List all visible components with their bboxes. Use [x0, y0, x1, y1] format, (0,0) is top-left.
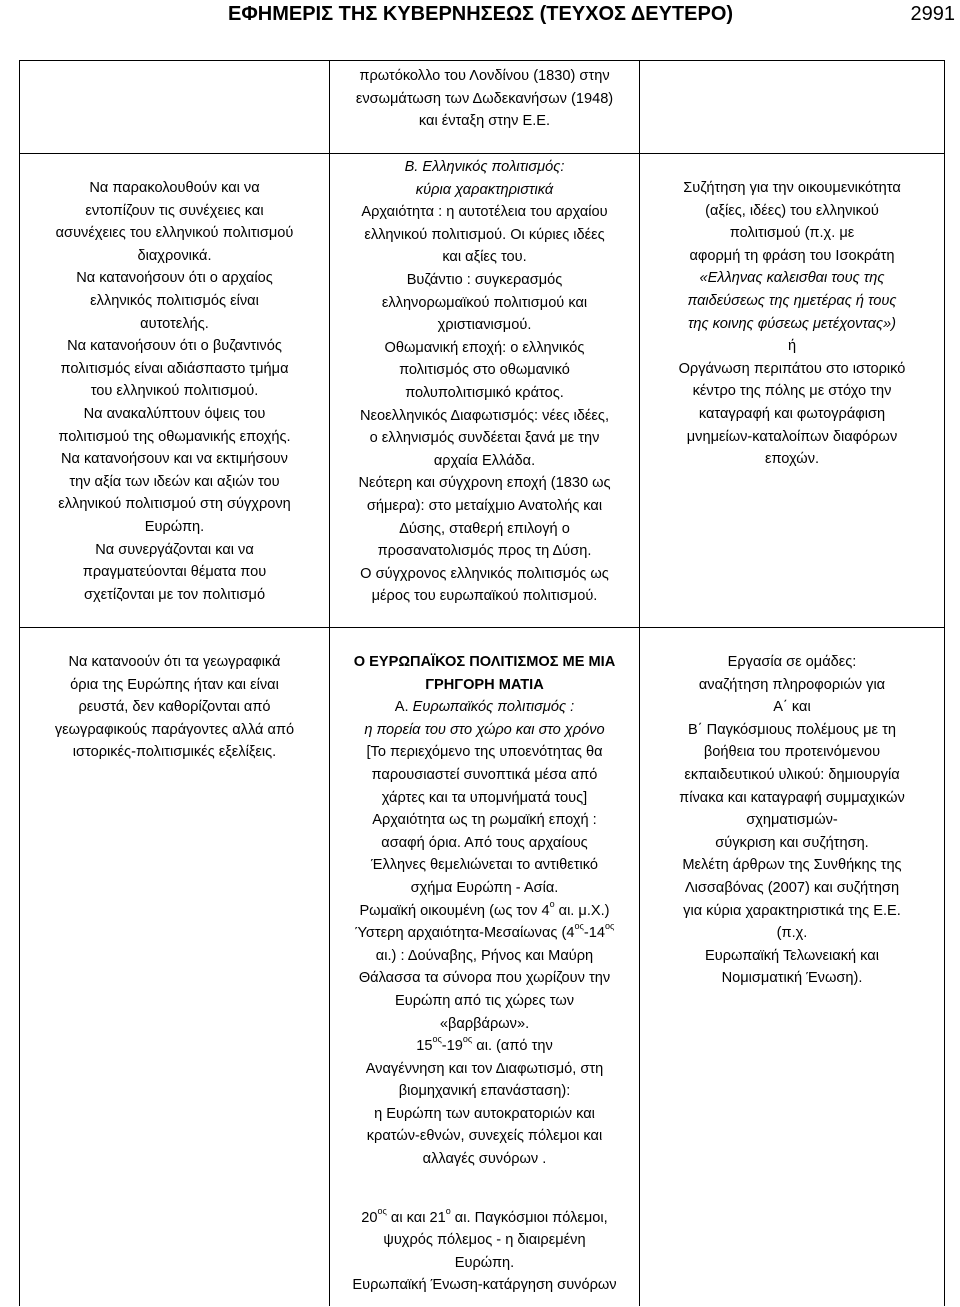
text-line: Οθωμανική εποχή: ο ελληνικός: [384, 339, 585, 356]
text-line: ελληνικού πολιτισμού. Οι κύριες ιδέες: [364, 226, 605, 243]
text-line: [330, 1035, 639, 1058]
text-line: ρευστά, δεν καθορίζονται από: [78, 699, 271, 716]
ordinal-superscript: ος: [574, 921, 584, 932]
text-line: ασαφή όρια. Από τους αρχαίους: [381, 834, 588, 851]
text-line: αυτοτελής.: [140, 315, 209, 332]
text-line: Να κατανοήσουν και να εκτιμήσουν: [61, 451, 288, 468]
text-line: Εργασία σε ομάδες:: [727, 654, 857, 670]
text-line: Αναγέννηση και τον Διαφωτισμό, στη: [365, 1060, 604, 1077]
text-line: μέρος του ευρωπαϊκού πολιτισμού.: [371, 588, 598, 605]
text-line: ψυχρός πόλεμος - η διαιρεμένη: [383, 1232, 586, 1249]
text-line: Να κατανοήσουν ότι ο αρχαίος: [76, 270, 273, 287]
text-line: κέντρο της πόλης με στόχο την: [692, 383, 892, 400]
text-line: αλλαγές συνόρων .: [422, 1151, 547, 1168]
text-line: ελληνικού πολιτισμού στη σύγχρονη: [58, 496, 291, 513]
text-line: εκπαιδευτικού υλικού: δημιουργία: [684, 766, 900, 783]
text-line: βιομηχανική επανάσταση):: [398, 1083, 571, 1100]
row3-objectives-cell: [19, 627, 329, 1306]
text-fragment: αι και 21: [386, 1209, 446, 1226]
row3-activities-cell: [639, 627, 945, 1306]
section-title: ΓΡΗΓΟΡΗ ΜΑΤΙΑ: [425, 676, 544, 693]
text-line: αρχαία Ελλάδα.: [433, 452, 536, 469]
text-line: ο ελληνισμός συνδέεται ξανά με την: [369, 430, 600, 447]
text-line: Να κατανοήσουν ότι ο βυζαντινός: [67, 338, 282, 355]
text-line: πολιτισμός στο οθωμανικό: [399, 362, 570, 379]
text-line: αφορμή τη φράση του Ισοκράτη: [689, 247, 895, 264]
text-line: μνημείων-καταλοίπων διαφόρων: [686, 428, 898, 445]
text-line: όρια της Ευρώπης ήταν και είναι: [70, 676, 279, 693]
text-line: πολιτισμού της οθωμανικής εποχής.: [58, 428, 291, 445]
text-line: Ευρωπαϊκή Ένωση-κατάργηση συνόρων: [352, 1277, 617, 1294]
text-line: Να συνεργάζονται και να: [95, 541, 254, 558]
ordinal-superscript: ο: [549, 898, 555, 909]
text-fragment: -19: [441, 1038, 463, 1055]
row2-content-cell: [329, 152, 639, 627]
text-line: ιστορικές-πολιτισμικές εξελίξεις.: [72, 744, 277, 761]
text-line: αι.) : Δούναβης, Ρήνος και Μαύρη: [375, 947, 594, 964]
row1-objectives-cell: [19, 61, 329, 153]
row1-content-cell: [329, 61, 639, 153]
text-line: Να ανακαλύπτουν όψεις του: [83, 405, 266, 422]
text-line: πίνακα και καταγραφή συμμαχικών: [679, 789, 905, 806]
text-fragment: αι. (από την: [472, 1038, 553, 1055]
text-line: σήμερα): στο μεταίχμιο Ανατολής και: [366, 497, 603, 514]
text-line: βοήθεια του προτεινόμενου: [703, 744, 881, 761]
text-line: χριστιανισμού.: [437, 317, 532, 334]
text-line: και ένταξη στην Ε.Ε.: [418, 113, 551, 130]
text-line: πολιτισμός είναι αδιάσπαστο τμήμα: [60, 360, 289, 377]
text-line: σχετίζονται με τον πολιτισμό: [83, 586, 266, 603]
text-line: πολιτισμού (π.χ. με: [729, 225, 855, 242]
text-line: Έλληνες θεμελιώνεται το αντιθετικό: [371, 857, 598, 874]
text-line: ελληνικός πολιτισμός είναι: [90, 292, 259, 309]
text-line: γεωγραφικούς παράγοντες αλλά από: [54, 721, 295, 738]
text-line: χάρτες και τα υπομνήματά τους]: [381, 789, 588, 806]
text-line: Λισσαβόνας (2007) και συζήτηση: [684, 879, 900, 896]
row3-content-cell: [329, 627, 639, 1306]
text-line: Β΄ Παγκόσμιους πολέμους με τη: [688, 721, 896, 738]
text-line: ενσωμάτωση των Δωδεκανήσων (1948): [355, 90, 614, 107]
text-line: Νεοελληνικός Διαφωτισμός: νέες ιδέες,: [359, 407, 610, 424]
text-line: Ευρώπη από τις χώρες των: [394, 992, 575, 1009]
text-line: σχηματισμών-: [746, 812, 838, 829]
text-line: Οργάνωση περιπάτου στο ιστορικό: [678, 360, 906, 377]
text-line: για κύρια χαρακτηριστικά της Ε.Ε.: [683, 902, 901, 919]
text-line: ασυνέχειες του ελληνικού πολιτισμού: [55, 225, 294, 242]
text-line: εντοπίζουν τις συνέχειες και: [85, 202, 264, 219]
text-fragment: 20: [361, 1209, 378, 1226]
text-line: Αρχαιότητα : η αυτοτέλεια του αρχαίου: [361, 204, 608, 221]
text-line: Ευρώπη.: [454, 1254, 515, 1271]
text-line: του ελληνικού πολιτισμού.: [90, 383, 259, 400]
text-line: Ευρωπαϊκή Τελωνειακή και: [705, 947, 879, 964]
text-line: (αξίες, ιδέες) του ελληνικού: [705, 202, 879, 219]
section-label: Ευρωπαϊκός πολιτισμός :: [412, 699, 575, 716]
text-fragment: αι. Παγκόσμιοι πόλεμοι,: [450, 1209, 608, 1226]
text-line: ελληνορωμαϊκού πολιτισμού και: [381, 294, 588, 311]
text-line: Ευρώπη.: [144, 518, 205, 535]
text-line: αναζήτηση πληροφοριών για: [698, 676, 886, 693]
text-line: Να κατανοούν ότι τα γεωγραφικά: [68, 654, 281, 670]
text-fragment: Ρωμαϊκή οικουμένη (ως τον 4: [359, 902, 550, 919]
text-line: Ο σύγχρονος ελληνικός πολιτισμός ως: [360, 565, 609, 582]
text-line: (π.χ.: [776, 925, 808, 942]
text-line: Αρχαιότητα ως τη ρωμαϊκή εποχή :: [372, 812, 597, 829]
table-row-3: [19, 627, 945, 1306]
section-subheading: κύρια χαρακτηριστικά: [415, 181, 554, 198]
text-line: Θάλασσα τα σύνορα που χωρίζουν την: [358, 970, 611, 987]
section-subheading: η πορεία του στο χώρο και στο χρόνο: [364, 721, 605, 738]
text-fragment: Ύστερη αρχαιότητα-Μεσαίωνας (4: [354, 925, 575, 942]
section-prefix: Α.: [394, 699, 413, 716]
text-line: και αξίες του.: [442, 249, 527, 266]
isocrates-quote: «Ελληνας καλεισθαι τους της: [699, 270, 885, 287]
text-line: παρουσιαστεί συνοπτικά μέσα από: [371, 766, 598, 783]
isocrates-quote: παιδεύσεως της ημετέρας ή τους: [687, 292, 897, 309]
table-row-2: [19, 152, 945, 628]
text-line: σύγκριση και συζήτηση.: [715, 834, 869, 851]
text-line: Μελέτη άρθρων της Συνθήκης της: [682, 857, 902, 874]
text-line: εποχών.: [764, 451, 820, 468]
text-line: κρατών-εθνών, συνεχείς πόλεμοι και: [366, 1128, 603, 1145]
text-line: η Ευρώπη των αυτοκρατοριών και: [374, 1105, 595, 1122]
row1-activities-cell: [639, 61, 945, 153]
page-number: 2991: [910, 3, 955, 25]
text-line: [330, 900, 639, 923]
row2-activities-cell: [639, 152, 945, 627]
ordinal-superscript: ος: [462, 1034, 473, 1045]
text-line: Νεότερη και σύγχρονη εποχή (1830 ως: [358, 475, 611, 492]
table-row-1: [19, 60, 945, 154]
text-line: διαχρονικά.: [137, 247, 212, 264]
text-line: [330, 922, 639, 945]
text-fragment: 15: [416, 1038, 433, 1055]
text-line: [330, 1207, 639, 1230]
spacer: [330, 1171, 639, 1207]
text-line: σχήμα Ευρώπη - Ασία.: [410, 879, 559, 896]
text-line: Συζήτηση για την οικουμενικότητα: [683, 180, 901, 196]
page-header: [0, 0, 960, 30]
isocrates-quote: της κοινης φύσεως μετέχοντας»): [687, 315, 897, 332]
section-heading: Β. Ελληνικός πολιτισμός:: [404, 159, 565, 175]
text-line: πολυπολιτισμικό κράτος.: [405, 384, 564, 401]
section-title: Ο ΕΥΡΩΠΑΪΚΟΣ ΠΟΛΙΤΙΣΜΟΣ ΜΕ ΜΙΑ: [353, 654, 616, 670]
ordinal-superscript: ος: [377, 1205, 387, 1216]
text-line: πρωτόκολλο του Λονδίνου (1830) στην: [359, 68, 610, 84]
ordinal-superscript: ο: [445, 1205, 451, 1216]
text-line: Να παρακολουθούν και να: [89, 180, 260, 196]
or-separator: ή: [787, 338, 797, 355]
text-line: Βυζάντιο : συγκερασμός: [406, 271, 563, 288]
text-line: πραγματεύονται θέματα που: [82, 564, 267, 581]
ordinal-superscript: ος: [432, 1034, 442, 1045]
text-line: Νομισματική Ένωση).: [721, 970, 863, 987]
gazette-title: ΕΦΗΜΕΡΙΣ ΤΗΣ ΚΥΒΕΡΝΗΣΕΩΣ (ΤΕΥΧΟΣ ΔΕΥΤΕΡΟ): [228, 3, 734, 25]
text-line: «βαρβάρων».: [439, 1015, 530, 1032]
text-line: προσανατολισμός προς τη Δύση.: [377, 543, 592, 560]
text-line: [Το περιεχόμενο της υποενότητας θα: [366, 744, 603, 761]
row2-objectives-cell: [19, 152, 329, 627]
text-line: Δύσης, σταθερή επιλογή ο: [399, 520, 570, 537]
text-line: Α΄ και: [773, 699, 811, 716]
text-fragment: -14: [583, 925, 605, 942]
text-line: καταγραφή και φωτογράφιση: [698, 405, 886, 422]
text-fragment: αι. μ.Χ.): [554, 902, 610, 919]
text-line: την αξία των ιδεών και αξιών του: [69, 473, 280, 490]
ordinal-superscript: ος: [604, 921, 615, 932]
section-heading: [330, 696, 639, 719]
